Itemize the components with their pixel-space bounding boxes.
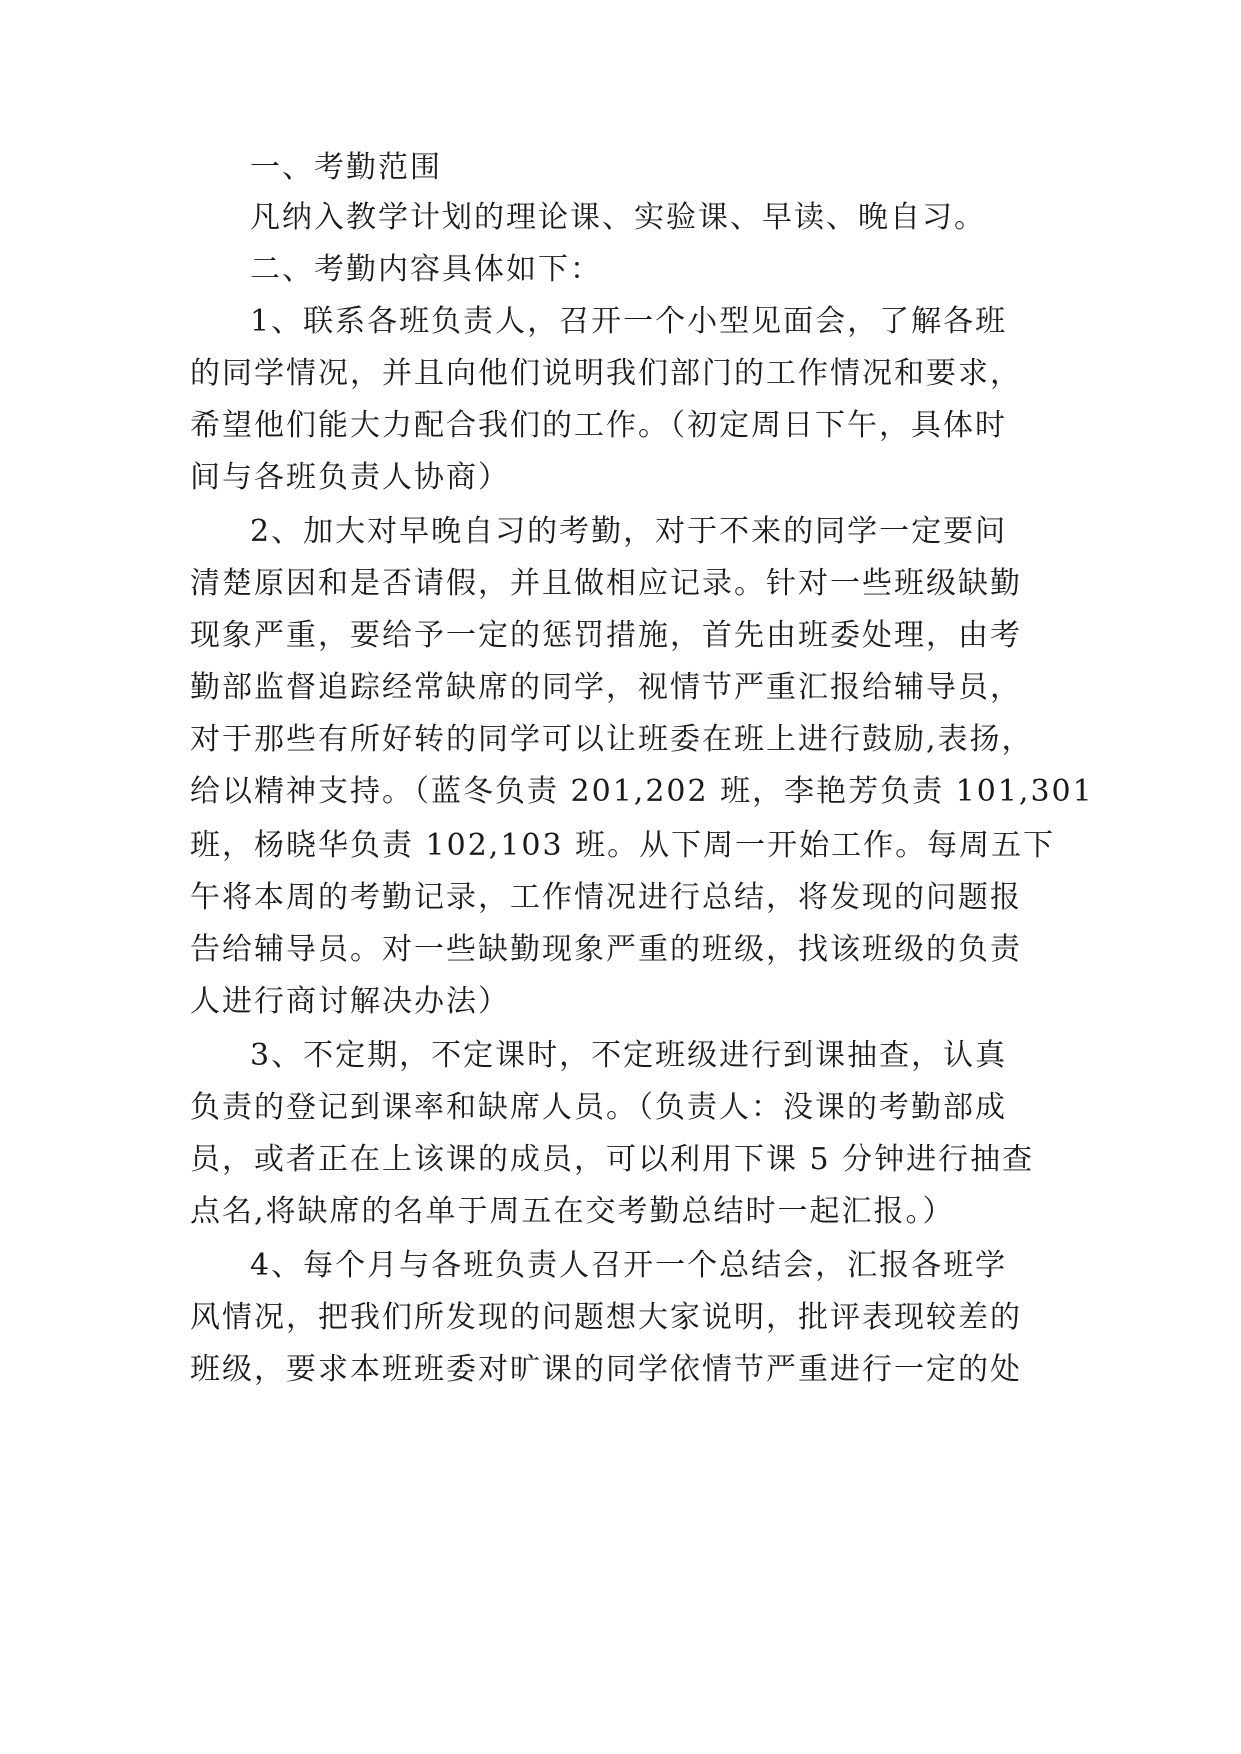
- text-line: 清楚原因和是否请假，并且做相应记录。针对一些班级缺勤: [190, 566, 1022, 601]
- text-line: 对于那些有所好转的同学可以让班委在班上进行鼓励,表扬，: [190, 722, 1034, 757]
- section-heading-1: 一、考勤范围: [250, 150, 442, 185]
- text-line: 3、不定期，不定课时，不定班级进行到课抽查，认真: [250, 1038, 1008, 1073]
- text-line: 现象严重，要给予一定的惩罚措施，首先由班委处理，由考: [190, 618, 1022, 653]
- section-heading-2: 二、考勤内容具体如下：: [250, 252, 602, 287]
- text-line: 点名,将缺席的名单于周五在交考勤总结时一起汇报。）: [190, 1194, 955, 1229]
- text-line: 班，杨晓华负责 102,103 班。从下周一开始工作。每周五下: [190, 828, 1056, 863]
- text-line: 勤部监督追踪经常缺席的同学，视情节严重汇报给辅导员，: [190, 670, 1022, 705]
- text-line: 凡纳入教学计划的理论课、实验课、早读、晚自习。: [250, 200, 986, 235]
- text-line: 员，或者正在上该课的成员，可以利用下课 5 分钟进行抽查: [190, 1142, 1035, 1177]
- text-line: 4、每个月与各班负责人召开一个总结会，汇报各班学: [250, 1248, 1008, 1283]
- text-line: 1、联系各班负责人，召开一个小型见面会，了解各班: [250, 304, 1008, 339]
- text-line: 人进行商讨解决办法）: [190, 984, 510, 1019]
- text-line: 给以精神支持。（蓝冬负责 201,202 班，李艳芳负责 101,301: [190, 774, 1094, 809]
- text-line: 风情况，把我们所发现的问题想大家说明，批评表现较差的: [190, 1300, 1022, 1335]
- text-line: 午将本周的考勤记录，工作情况进行总结，将发现的问题报: [190, 880, 1022, 915]
- text-line: 告给辅导员。对一些缺勤现象严重的班级，找该班级的负责: [190, 932, 1022, 967]
- text-line: 班级，要求本班班委对旷课的同学依情节严重进行一定的处: [190, 1352, 1022, 1387]
- text-line: 2、加大对早晚自习的考勤，对于不来的同学一定要问: [250, 514, 1008, 549]
- text-line: 希望他们能大力配合我们的工作。（初定周日下午，具体时: [190, 408, 1007, 443]
- text-line: 间与各班负责人协商）: [190, 460, 510, 495]
- text-line: 负责的登记到课率和缺席人员。（负责人：没课的考勤部成: [190, 1090, 1007, 1125]
- text-line: 的同学情况，并且向他们说明我们部门的工作情况和要求，: [190, 356, 1022, 391]
